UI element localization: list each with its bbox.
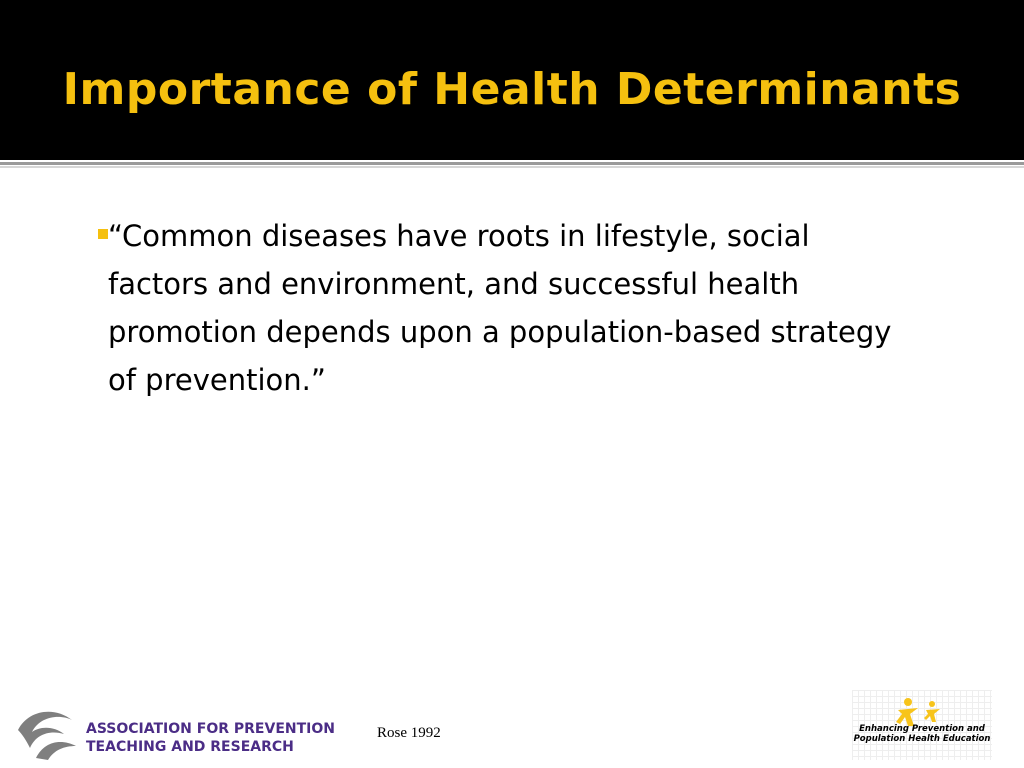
citation: Rose 1992 xyxy=(377,725,441,741)
enhancing-prevention-logo xyxy=(852,690,992,760)
divider-line xyxy=(0,162,1024,165)
wave-swirl-icon xyxy=(14,704,80,760)
ep-logo-line1: Enhancing Prevention and xyxy=(859,724,985,734)
aptr-logo-text xyxy=(86,720,335,756)
ep-logo-line2: Population Health Education xyxy=(853,734,991,744)
bullet-item xyxy=(100,212,900,404)
aptr-logo xyxy=(14,704,354,760)
title-band xyxy=(0,0,1024,160)
bullet-text: “Common diseases have roots in lifestyle, social factors and environment, and successful health promotion depends upon a population-based strategy of prevention.” xyxy=(108,219,892,397)
enhancing-prevention-logo-text xyxy=(852,724,992,744)
aptr-logo-line2: TEACHING AND RESEARCH xyxy=(86,739,294,755)
aptr-logo-line1: ASSOCIATION FOR PREVENTION xyxy=(86,721,335,737)
slide-title: Importance of Health Determinants xyxy=(62,64,962,115)
square-bullet-icon xyxy=(98,229,108,239)
bullet-list xyxy=(100,212,900,404)
divider-line-light xyxy=(0,166,1024,168)
